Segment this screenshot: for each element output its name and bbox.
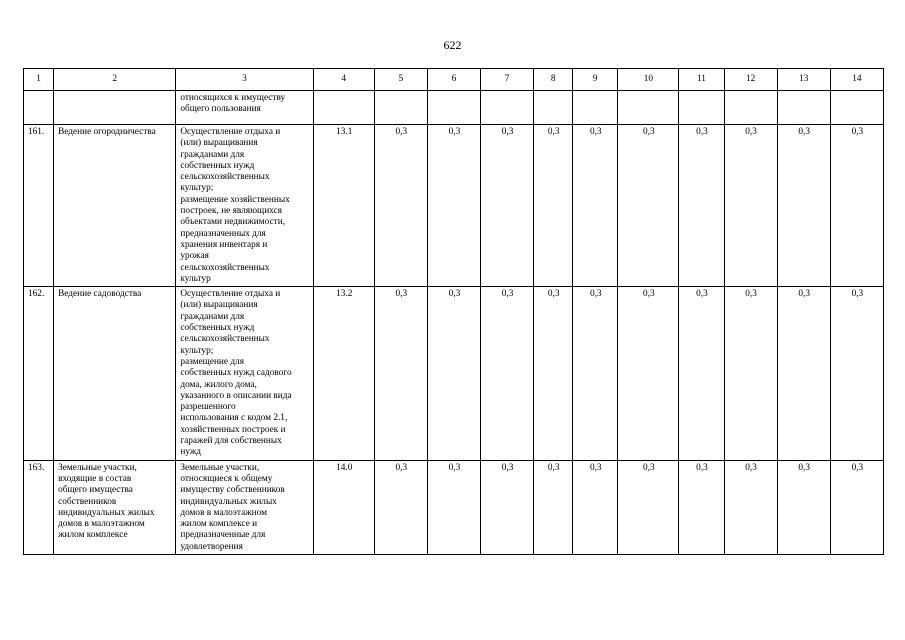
name-line: Земельные участки,: [58, 462, 137, 473]
description-line: Осуществление отдыха и: [180, 127, 281, 137]
name-line: собственников: [58, 496, 117, 507]
coefficient-value-cell: 0,3: [573, 460, 618, 554]
column-number-cell: 8: [534, 69, 573, 91]
description-line: гражданами для: [180, 149, 245, 160]
coefficient-value-cell: 0,3: [618, 125, 679, 287]
description-line: хозяйственных построек и: [180, 424, 286, 435]
coefficient-value-cell: 0,3: [618, 460, 679, 554]
description-line: размещение для: [180, 356, 245, 367]
column-number-cell: 9: [573, 69, 618, 91]
description-line: относящиеся к общему: [180, 473, 273, 484]
coefficient-value-cell: 0,3: [679, 460, 724, 554]
column-number-cell: 10: [618, 69, 679, 91]
name-line: входящие в состав: [58, 473, 132, 484]
row-number-cell: 163.: [24, 460, 54, 554]
empty-cell: [313, 91, 374, 125]
column-number-cell: 14: [830, 69, 883, 91]
description-line: построек, не являющихся: [180, 206, 282, 217]
description-line: культур: [180, 273, 211, 284]
description-line: культур;: [180, 345, 214, 356]
description-line: собственных нужд садового: [180, 368, 292, 379]
coefficient-value-cell: 0,3: [427, 125, 480, 287]
column-number-cell: 6: [427, 69, 480, 91]
empty-cell: [679, 91, 724, 125]
land-use-name-cell: [54, 460, 176, 554]
description-line: Земельные участки,: [180, 462, 260, 473]
coefficient-value-cell: 0,3: [777, 460, 830, 554]
name-line: жилом комплексе: [58, 530, 128, 541]
coefficient-value-cell: 0,3: [618, 287, 679, 460]
empty-cell: [481, 91, 534, 125]
coefficient-value-cell: 0,3: [830, 125, 883, 287]
description-line: собственных нужд: [180, 160, 255, 171]
description-line: дома, жилого дома,: [180, 379, 257, 390]
coefficient-value-cell: 0,3: [427, 287, 480, 460]
row-number-cell: 162.: [24, 287, 54, 460]
land-use-description-cell: [176, 125, 313, 287]
description-line: индивидуальных жилых: [180, 496, 277, 507]
name-line: Ведение огородничества: [58, 127, 156, 137]
description-line: (или) выращивания: [180, 300, 258, 311]
column-number-cell: 13: [777, 69, 830, 91]
coefficient-value-cell: 0,3: [573, 287, 618, 460]
column-number-cell: 12: [724, 69, 777, 91]
name-line: индивидуальных жилых: [58, 507, 155, 518]
empty-cell: [427, 91, 480, 125]
page-number: 622: [443, 38, 462, 52]
name-line: общего имущества: [58, 485, 133, 496]
coefficient-value-cell: 0,3: [534, 460, 573, 554]
coefficient-value-cell: 0,3: [427, 460, 480, 554]
table-row: [24, 287, 884, 460]
description-line: указанного в описании вида: [180, 390, 292, 401]
description-line: объектами недвижимости,: [180, 217, 286, 228]
empty-cell: [618, 91, 679, 125]
coefficient-value-cell: 0,3: [777, 287, 830, 460]
description-line: гаражей для собственных: [180, 436, 282, 447]
coefficient-value-cell: 0,3: [724, 287, 777, 460]
name-line: домов в малоэтажном: [58, 519, 145, 530]
description-line: имуществу собственников: [180, 485, 285, 496]
description-line: собственных нужд: [180, 323, 255, 334]
column-number-cell: 1: [24, 69, 54, 91]
column-number-cell: 3: [176, 69, 313, 91]
description-line: сельскохозяйственных: [180, 172, 270, 183]
description-line: удовлетворения: [180, 541, 243, 552]
table-row: [24, 460, 884, 554]
coefficient-value-cell: 0,3: [374, 287, 427, 460]
description-line: относящихся к имуществу: [180, 93, 286, 103]
coefficient-value-cell: 0,3: [724, 125, 777, 287]
name-line: Ведение садоводства: [58, 289, 142, 300]
description-line: жилом комплексе и: [180, 519, 258, 530]
coefficient-value-cell: 0,3: [830, 287, 883, 460]
coefficient-value-cell: 0,3: [481, 125, 534, 287]
land-use-description-cell: [176, 287, 313, 460]
description-line: нужд: [180, 447, 201, 458]
coefficient-value-cell: 0,3: [830, 460, 883, 554]
empty-cell: [724, 91, 777, 125]
row-number-cell: 161.: [24, 125, 54, 287]
description-line: предназначенные для: [180, 530, 266, 541]
description-line: домов в малоэтажном: [180, 507, 267, 518]
description-line: хранения инвентаря и: [180, 239, 268, 250]
description-line: разрешенного: [180, 402, 236, 413]
table-row: [24, 125, 884, 287]
coefficient-value-cell: 0,3: [481, 287, 534, 460]
coefficient-value-cell: 0,3: [679, 287, 724, 460]
column-number-cell: 7: [481, 69, 534, 91]
coefficient-value-cell: 0,3: [573, 125, 618, 287]
empty-cell: [777, 91, 830, 125]
coefficient-value-cell: 0,3: [679, 125, 724, 287]
land-use-table: [23, 68, 884, 555]
column-number-cell: 4: [313, 69, 374, 91]
land-use-code-cell: 14.0: [313, 460, 374, 554]
land-use-name-cell: [54, 125, 176, 287]
column-number-cell: 2: [54, 69, 176, 91]
coefficient-value-cell: 0,3: [724, 460, 777, 554]
description-line: урожая: [180, 251, 209, 262]
description-line: культур;: [180, 183, 214, 194]
column-number-cell: 11: [679, 69, 724, 91]
continuation-row: [24, 91, 884, 125]
column-number-row: [24, 69, 884, 91]
coefficient-value-cell: 0,3: [534, 287, 573, 460]
description-line: общего пользования: [180, 104, 261, 115]
description-line: размещение хозяйственных: [180, 194, 290, 205]
description-line: сельскохозяйственных: [180, 262, 270, 273]
coefficient-value-cell: 0,3: [777, 125, 830, 287]
description-line: (или) выращивания: [180, 138, 258, 149]
description-line: Осуществление отдыха и: [180, 289, 281, 300]
land-use-code-cell: 13.2: [313, 287, 374, 460]
land-use-code-cell: 13.1: [313, 125, 374, 287]
land-use-description-cell: [176, 460, 313, 554]
coefficient-value-cell: 0,3: [374, 460, 427, 554]
description-line: использования с кодом 2.1,: [180, 413, 288, 424]
coefficient-value-cell: 0,3: [534, 125, 573, 287]
land-use-name-cell: [54, 287, 176, 460]
empty-cell: [54, 91, 176, 125]
column-number-cell: 5: [374, 69, 427, 91]
description-line: сельскохозяйственных: [180, 334, 270, 345]
empty-cell: [534, 91, 573, 125]
description-line: гражданами для: [180, 311, 245, 322]
empty-cell: [830, 91, 883, 125]
continuation-description-cell: [176, 91, 313, 125]
empty-cell: [374, 91, 427, 125]
empty-cell: [573, 91, 618, 125]
empty-cell: [24, 91, 54, 125]
coefficient-value-cell: 0,3: [481, 460, 534, 554]
coefficient-value-cell: 0,3: [374, 125, 427, 287]
description-line: предназначенных для: [180, 228, 266, 239]
